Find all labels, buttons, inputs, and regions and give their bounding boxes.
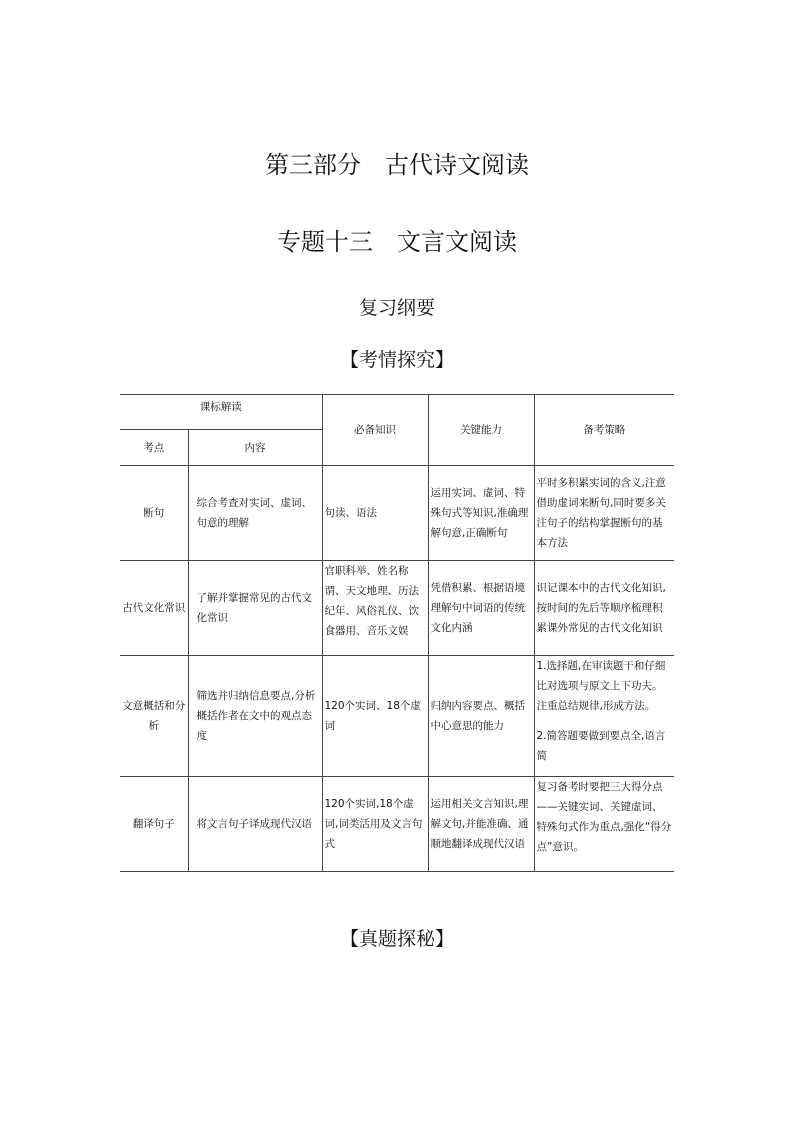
- cell-knowledge: 120个实词,18个虚词,词类活用及文言句式: [322, 777, 428, 872]
- cell-knowledge: 120个实词、18个虚词: [322, 656, 428, 777]
- header-ability: 关键能力: [428, 395, 534, 466]
- table-row: [120, 777, 674, 872]
- header-knowledge: 必备知识: [322, 395, 428, 466]
- exam-situation-heading: 【考情探究】: [339, 349, 454, 371]
- cell-ability: 运用实词、虚词、特殊句式等知识,准确理解句意,正确断句: [428, 466, 534, 561]
- cell-ability: 凭借积累、根据语境理解句中词语的传统文化内涵: [428, 561, 534, 656]
- cell-content: 筛选并归纳信息要点,分析概括作者在文中的观点态度: [188, 656, 322, 777]
- cell-content: 将文言句子译成现代汉语: [188, 777, 322, 872]
- table-row: [120, 466, 674, 561]
- strategy-paragraph: 1.选择题,在审读题干和仔细比对选项与原文上下功夫。注重总结规律,形成方法。: [536, 660, 666, 712]
- part-title: 第三部分 古代诗文阅读: [265, 151, 529, 179]
- topic-title: 专题十三 文言文阅读: [277, 228, 517, 256]
- table-row: [120, 656, 674, 777]
- cell-content: 了解并掌握常见的古代文化常识: [188, 561, 322, 656]
- header-strategy: 备考策略: [534, 395, 674, 466]
- cell-strategy: 复习备考时要把三大得分点——关键实词、关键虚词、特殊句式作为重点,强化“得分点”意识。: [534, 777, 674, 872]
- cell-point: 文意概括和分析: [120, 656, 188, 777]
- cell-ability: 归纳内容要点、概括中心意思的能力: [428, 656, 534, 777]
- cell-strategy: 平时多积累实词的含义,注意借助虚词来断句,同时要多关注句子的结构掌握断句的基本方法: [534, 466, 674, 561]
- cell-strategy: 识记课本中的古代文化知识,按时间的先后等顺序梳理积累课外常见的古代文化知识: [534, 561, 674, 656]
- cell-point: 断句: [120, 466, 188, 561]
- header-point: 考点: [120, 430, 188, 466]
- table-header-row: [120, 395, 674, 430]
- cell-knowledge: 句读、语法: [322, 466, 428, 561]
- strategy-paragraph: 2.简答题要做到要点全,语言简: [536, 730, 666, 762]
- real-questions-heading: 【真题探秘】: [339, 928, 454, 950]
- cell-point: 翻译句子: [120, 777, 188, 872]
- exam-analysis-table: [120, 394, 674, 872]
- cell-ability: 运用相关文言知识,理解文句,并能准确、通顺地翻译成现代汉语: [428, 777, 534, 872]
- cell-knowledge: 官职科举、姓名称谓、天文地理、历法纪年、风俗礼仪、饮食器用、音乐文娱: [322, 561, 428, 656]
- cell-content: 综合考查对实词、虚词、句意的理解: [188, 466, 322, 561]
- cell-point: 古代文化常识: [120, 561, 188, 656]
- header-content: 内容: [188, 430, 322, 466]
- table-row: [120, 561, 674, 656]
- cell-strategy: [534, 656, 674, 777]
- outline-title: 复习纲要: [358, 297, 435, 319]
- header-standard: 课标解读: [120, 395, 322, 430]
